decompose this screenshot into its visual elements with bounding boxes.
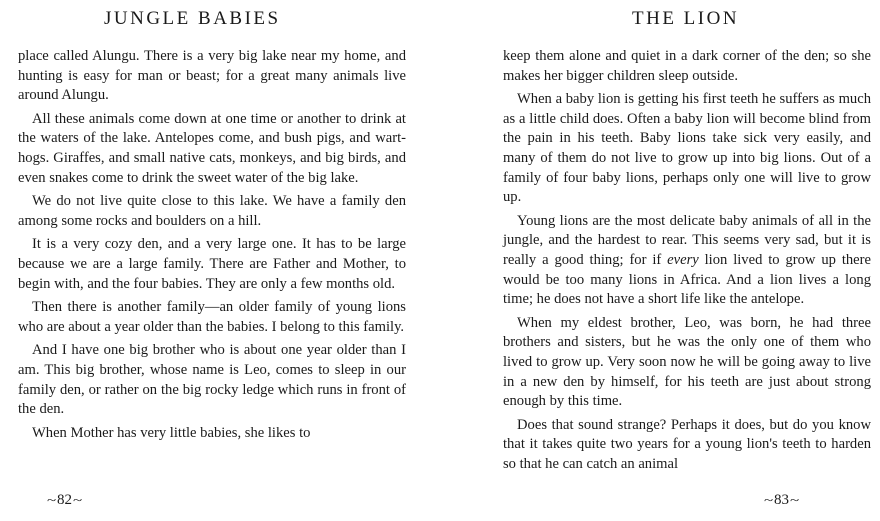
- paragraph: All these animals come down at one time or another to drink at the waters of the lake. Antelopes come, and bush pigs, and wart-hogs. Giraffes, and small native cats, monkeys, and big birds, and even snakes come to drink the sweet water of the big lake.: [18, 110, 406, 186]
- right-page: [461, 0, 880, 521]
- paragraph: Then there is another family—an older family of young lions who are about a year older than the babies. I belong to this family.: [18, 299, 406, 335]
- page-number-value: 82: [57, 492, 73, 508]
- right-page-body: [503, 47, 871, 478]
- folio-ornament-icon: ~: [72, 492, 83, 507]
- emphasis: every: [667, 251, 699, 268]
- paragraph: Does that sound strange? Perhaps it does, but do you know that it takes quite two years for a young lion's teeth to harden so that he can catch an animal: [503, 416, 871, 472]
- page-number-value: 83: [774, 492, 790, 508]
- paragraph: And I have one big brother who is about one year older than I am. This big brother, whose name is Leo, comes to sleep in our family den, or rather on the big rocky ledge which runs in front of the den.: [18, 342, 406, 418]
- paragraph: place called Alungu. There is a very big lake near my home, and hunting is easy for man or beast; for a great many animals live around Alungu.: [18, 48, 406, 104]
- folio-ornament-icon: ~: [46, 492, 57, 507]
- paragraph: When a baby lion is getting his first teeth he suffers as much as a little child does. Often a baby lion will become blind from the pain in his teeth. Baby lions take sick very easily, and many of them do not live to grow up into big lions. Out of a family of four baby lions, perhaps only one will live to grow up.: [503, 91, 871, 206]
- paragraph: When my eldest brother, Leo, was born, he had three brothers and sisters, but he was the only one of them who lived to grow up. Very soon now he will be going away to live in a new den by himself, for his teeth are just about strong enough by this time.: [503, 314, 871, 410]
- paragraph: We do not live quite close to this lake. We have a family den among some rocks and boulders on a hill.: [18, 193, 406, 229]
- running-head-left: JUNGLE BABIES: [104, 8, 281, 29]
- page-number-right: [763, 492, 800, 509]
- left-page: [0, 0, 420, 521]
- paragraph: When Mother has very little babies, she likes to: [32, 424, 311, 441]
- folio-ornament-icon: ~: [789, 492, 800, 507]
- folio-ornament-icon: ~: [763, 492, 774, 507]
- left-page-body: [18, 47, 406, 447]
- page-gutter: [440, 0, 441, 521]
- running-head-right: THE LION: [632, 8, 740, 29]
- paragraph: It is a very cozy den, and a very large one. It has to be large because we are a large family. There are Father and Mother, to begin with, and the four babies. They are only a few months old.: [18, 236, 406, 292]
- paragraph: keep them alone and quiet in a dark corner of the den; so she makes her bigger children sleep outside.: [503, 48, 871, 84]
- page-number-left: [46, 492, 83, 509]
- paragraph: Young lions are the most delicate baby animals of all in the jungle, and the hardest to rear. This seems very sad, but it is really a good thing; for if every lion lived to grow up there would be too many lions in Africa. And a lion lives a long time; he does not have a short life like the antelope.: [503, 212, 871, 308]
